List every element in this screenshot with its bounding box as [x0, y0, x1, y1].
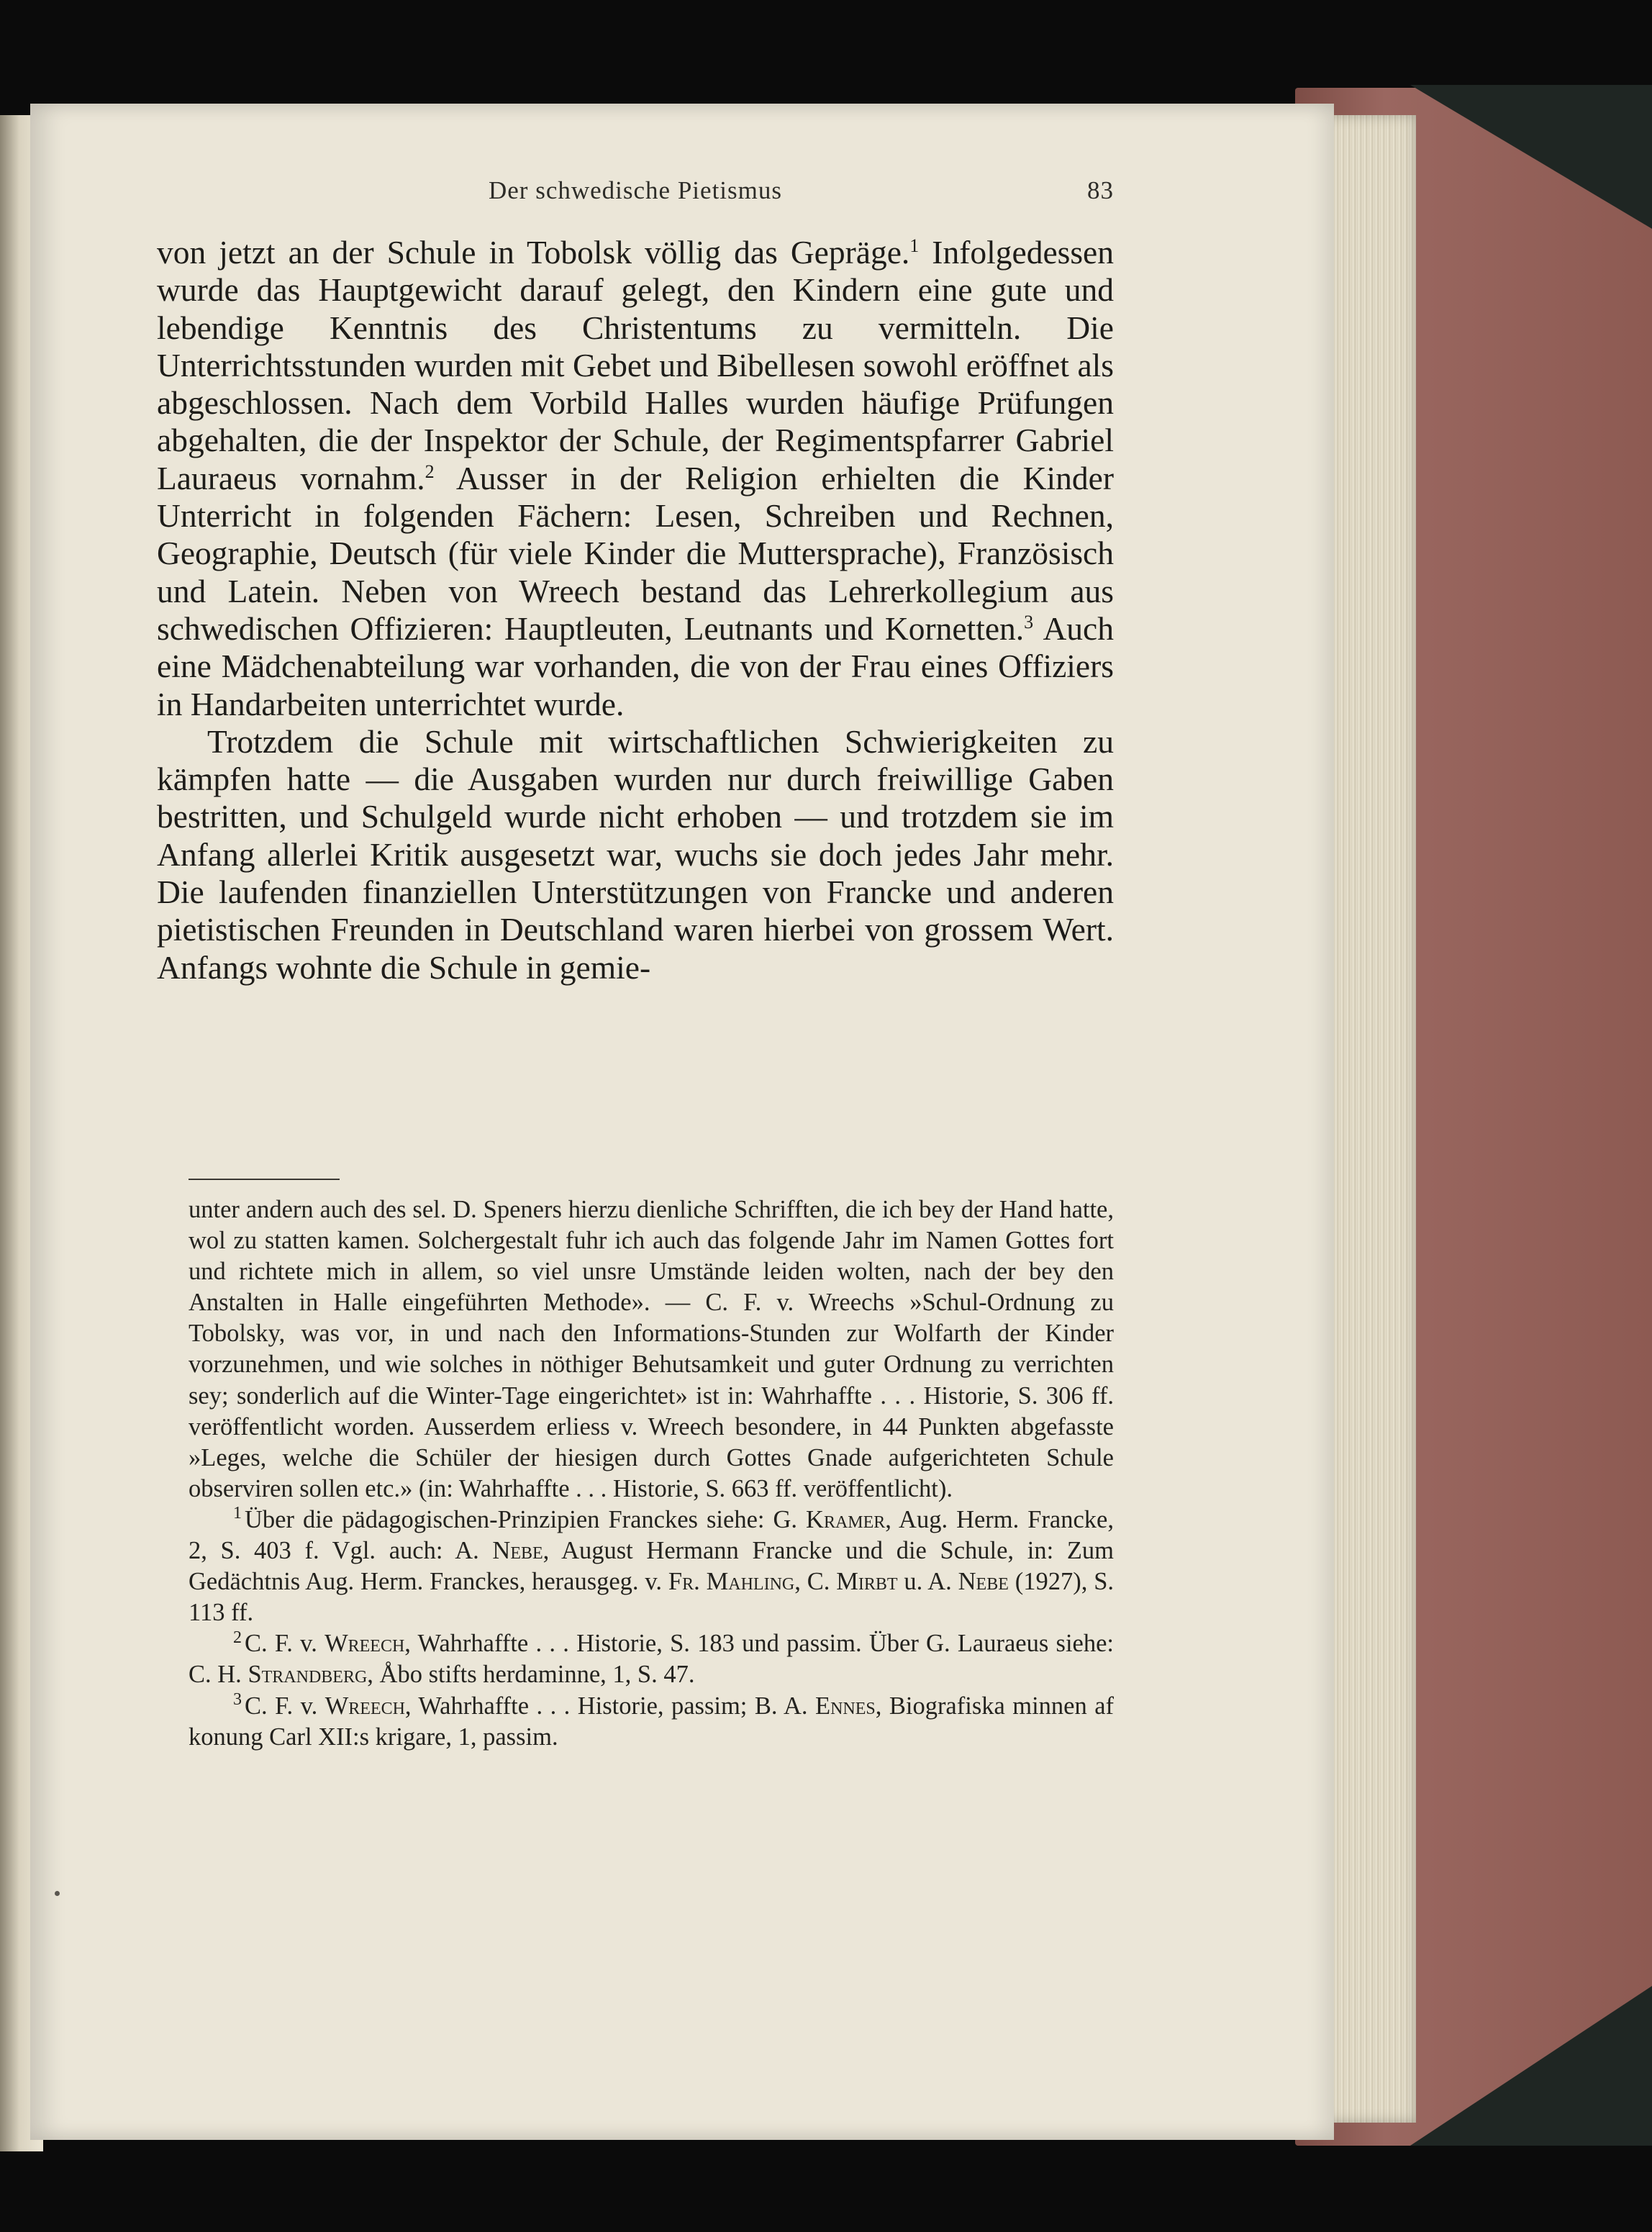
footnote-3 — [189, 1691, 1114, 1753]
footnote-1-text-e: u. A. — [897, 1568, 958, 1596]
footnote-1-text-a: Über die pädagogischen-Prinzipien Franckes siehe: G. — [245, 1505, 807, 1533]
footnote-3-text-c: , Biografiska minnen af konung Carl XII:s krigare, 1, passim. — [189, 1692, 1114, 1751]
footnote-2-mark: 2 — [233, 1628, 242, 1647]
p1-sentence-3: Ausser in der Religion erhielten die Kinder Unterricht in folgenden Fächern: Lesen, Schreiben und Rechnen, Geographie, Deutsch (für viele Kinder die Muttersprache), Französisch und Latein. Neben von Wreech bestand das Lehrerkollegium aus schwedischen Offizieren: Hauptleuten, Leutnants und Kornetten. — [157, 459, 1114, 647]
footnote-divider — [189, 1179, 340, 1180]
footnote-2-text-a: C. F. v. — [245, 1630, 325, 1658]
p1-sentence-1: von jetzt an der Schule in Tobolsk völlig das Gepräge. — [157, 234, 910, 271]
paragraph-1 — [157, 234, 1114, 723]
p1-sentence-2: Infolgedessen wurde das Hauptgewicht darauf gelegt, den Kindern eine gute und lebendige Kenntnis des Christentums zu vermitteln. Die Unterrichtsstunden wurden mit Gebet und Bibellesen sowohl eröffnet als abgeschlossen. Nach dem Vorbild Halles wurden häufige Prüfungen abgehalten, die der Inspektor der Schule, der Regimentspfarrer Gabriel Lauraeus vornahm. — [157, 234, 1114, 496]
footnote-3-mark: 3 — [233, 1690, 242, 1709]
running-head — [157, 176, 1114, 219]
paragraph-2: Trotzdem die Schule mit wirtschaftlichen Schwierigkeiten zu kämpfen hatte — die Ausgaben wurden nur durch freiwillige Gaben bestritten, und Schulgeld wurde nicht erhoben — und trotzdem sie im Anfang allerlei Kritik ausgesetzt war, wuchs sie doch jedes Jahr mehr. Die laufenden finanziellen Unterstützungen von Francke und anderen pietistischen Freunden in Deutschland waren hierbei von grossem Wert. Anfangs wohnte die Schule in gemie- — [157, 722, 1114, 986]
author-nebe: Nebe — [492, 1537, 543, 1565]
footnote-1 — [189, 1505, 1114, 1628]
author-nebe-2: Nebe — [958, 1568, 1009, 1596]
footnote-2-text-c: , Åbo stifts herdaminne, 1, S. 47. — [367, 1661, 695, 1689]
body-text — [157, 234, 1114, 986]
author-mahling: Fr. Mahling — [668, 1568, 795, 1596]
running-title: Der schwedische Pietismus — [489, 176, 782, 204]
footnote-1-mark: 1 — [233, 1504, 242, 1523]
footnote-1-text-d: , C. — [794, 1568, 837, 1596]
author-strandberg: Strandberg — [248, 1661, 368, 1689]
footnote-ref-3: 3 — [1024, 611, 1034, 632]
paper-speck — [55, 1891, 60, 1896]
footnote-1-text-c: , August Hermann Francke und die Schule, in: Zum Gedächtnis Aug. Herm. Franckes, herausgeg. v. — [189, 1537, 1114, 1596]
author-mirbt: Mirbt — [836, 1568, 898, 1596]
author-wreech-2: Wreech — [324, 1692, 405, 1720]
p1-sentence-4: Auch eine Mädchenabteilung war vorhanden, die von der Frau eines Offiziers in Handarbeiten unterrichtet wurde. — [157, 609, 1114, 722]
author-wreech: Wreech — [324, 1630, 405, 1658]
footnotes — [189, 1194, 1114, 1753]
footnote-2-text-b: , Wahrhaffte . . . Historie, S. 183 und passim. Über G. Lauraeus siehe: C. H. — [189, 1630, 1114, 1689]
page-stack-edges — [1322, 115, 1416, 2123]
footnote-ref-1: 1 — [909, 235, 920, 256]
footnote-1-text-f: (1927), S. 113 ff. — [189, 1568, 1115, 1627]
author-ennes: Ennes — [815, 1692, 876, 1720]
footnote-3-text-b: , Wahrhaffte . . . Historie, passim; B. A. — [404, 1692, 816, 1720]
page-number: 83 — [1087, 176, 1114, 204]
footnote-3-text-a: C. F. v. — [245, 1692, 325, 1720]
footnote-2 — [189, 1628, 1114, 1690]
footnote-1-text-b: , Aug. Herm. Francke, 2, S. 403 f. Vgl. auch: A. — [189, 1505, 1114, 1565]
author-kramer: Kramer — [806, 1505, 886, 1533]
footnote-continuation: unter andern auch des sel. D. Speners hierzu dienliche Schrifften, die ich bey der Hand hatte, wol zu statten kamen. Solchergestalt fuhr ich auch das folgende Jahr im Namen Gottes fort und richtete mich in allem, so viel unsre Umstände leiden wolten, nach der bey den Anstalten in Halle eingeführten Methode». — C. F. v. Wreechs »Schul-Ordnung zu Tobolsky, was vor, in und nach den Informations-Stunden zur Wolfarth der Kinder vorzunehmen, und wie solches in nöthiger Behutsamkeit und guter Ordnung zu verrichten sey; sonderlich auf die Winter-Tage eingerichtet» ist in: Wahrhaffte . . . Historie, S. 306 ff. veröffentlicht worden. Ausserdem erliess v. Wreech besondere, in 44 Punkten abgefasste »Leges, welche die Schüler der hiesigen durch Gottes Gnade aufgerichteten Schule observiren sollen etc.» (in: Wahrhaffte . . . Historie, S. 663 ff. veröffentlicht). — [189, 1196, 1114, 1502]
footnote-ref-2: 2 — [425, 461, 435, 482]
